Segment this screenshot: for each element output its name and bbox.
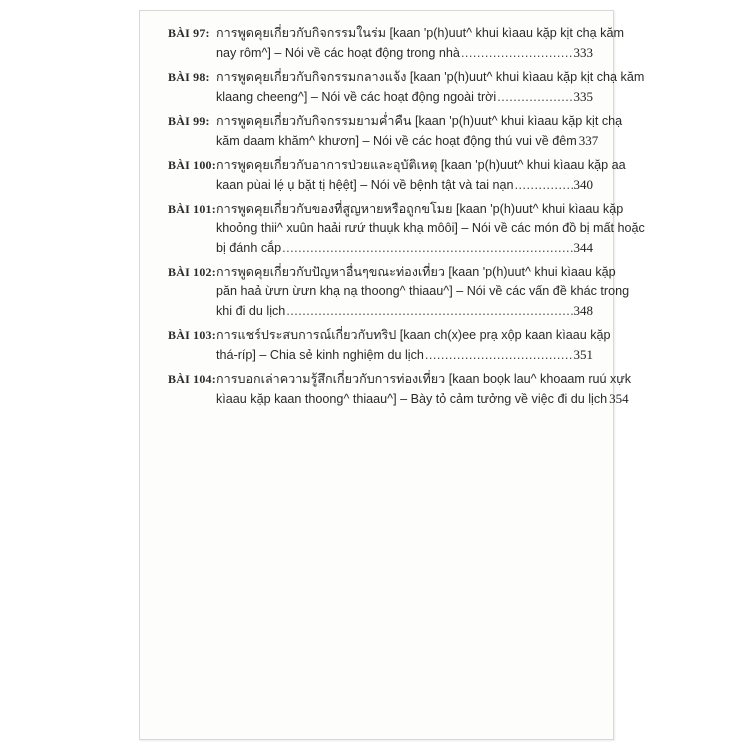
entry-title-line: bị đánh cắp	[216, 241, 282, 255]
page-number: 351	[573, 347, 593, 362]
toc-entry-101	[168, 200, 645, 258]
entry-leader-line	[216, 238, 593, 258]
entry-title-line: การพูดคุยเกี่ยวกับกิจกรรมในร่ม [kaan 'p(h)uut^ khui kìaau kặp kịt chạ kăm	[216, 26, 624, 40]
page-number: 340	[573, 177, 593, 192]
page-number: 335	[573, 89, 593, 104]
dot-leader	[497, 88, 572, 107]
entry-title-line: klaang cheeng^] – Nói về các hoạt động ngoài trời	[216, 90, 497, 104]
dot-leader	[286, 302, 572, 321]
entry-title-line: การพูดคุยเกี่ยวกับอาการป่วยและอุบัติเหตุ [kaan 'p(h)uut^ khui kìaau kặp aa	[216, 158, 626, 172]
entry-leader-line	[216, 345, 593, 365]
entry-title-line: kăm daam khăm^ khươn] – Nói về các hoạt động thú vui về đêm	[216, 134, 577, 148]
entry-title-line: kaan pùai lẹ́ ụ bặt tị hệệt] – Nói về bệnh tật và tai nạn	[216, 178, 514, 192]
dot-leader	[425, 346, 573, 365]
lesson-number: BÀI 101:	[168, 202, 216, 216]
toc-entry-98	[168, 68, 645, 107]
toc-entry-97	[168, 24, 624, 63]
entry-title-line: păn haả ừưn ừưn khạ nạ thoong^ thiaau^] – Nói về các vấn đề khác trong	[216, 284, 630, 298]
entry-leader-line	[216, 389, 629, 409]
lesson-number: BÀI 98:	[168, 70, 210, 84]
page-number: 344	[573, 240, 593, 255]
entry-title-line: การบอกเล่าความรู้สึกเกี่ยวกับการท่องเที่ยว [kaan boọk lau^ khoaam ruú xựk	[216, 372, 632, 386]
toc-entry-103	[168, 326, 611, 365]
entry-title-line: การพูดคุยเกี่ยวกับปัญหาอื่นๆขณะท่องเที่ยว [kaan 'p(h)uut^ khui kìaau kặp	[216, 265, 616, 279]
toc-entry-100	[168, 156, 626, 195]
entry-title-line: nay rôm^] – Nói về các hoạt động trong nhà	[216, 46, 460, 60]
toc-entry-99	[168, 112, 623, 151]
page-number: 354	[609, 391, 629, 406]
entry-title-line: khi đi du lịch	[216, 304, 286, 318]
entry-title-line: การแชร์ประสบการณ์เกี่ยวกับทริป [kaan ch(x)ee prạ xộp kaan kìaau kặp	[216, 328, 611, 342]
entry-title-line: การพูดคุยเกี่ยวกับกิจกรรมกลางแจ้ง [kaan 'p(h)uut^ khui kìaau kặp kịt chạ kăm	[216, 70, 645, 84]
entry-title-line: thá-ríp] – Chia sẻ kinh nghiệm du lịch	[216, 348, 424, 362]
dot-leader	[461, 44, 573, 63]
entry-title-line: การพูดคุยเกี่ยวกับกิจกรรมยามค่ำคืน [kaan 'p(h)uut^ khui kìaau kặp kịt chạ	[216, 114, 623, 128]
entry-leader-line	[216, 87, 593, 107]
toc-entry-104	[168, 370, 632, 409]
entry-leader-line	[216, 43, 593, 63]
lesson-number: BÀI 100:	[168, 158, 216, 172]
page-number: 337	[578, 133, 599, 148]
table-of-contents	[168, 24, 645, 414]
dot-leader	[515, 176, 573, 195]
dot-leader	[282, 239, 572, 258]
entry-title-line: khoỏng thii^ xuûn haải rưứ thuụk khạ môôi] – Nói về các món đồ bị mất hoặc	[216, 221, 645, 235]
lesson-number: BÀI 99:	[168, 114, 210, 128]
entry-title-line: kìaau kặp kaan thoong^ thiaau^] – Bày tỏ cảm tưởng về việc đi du lịch	[216, 392, 608, 406]
entry-leader-line	[216, 301, 593, 321]
lesson-number: BÀI 102:	[168, 265, 216, 279]
entry-leader-line	[216, 131, 599, 151]
entry-leader-line	[216, 175, 593, 195]
lesson-number: BÀI 103:	[168, 328, 216, 342]
page-number: 333	[573, 45, 593, 60]
entry-title-line: การพูดคุยเกี่ยวกับของที่สูญหายหรือถูกขโมย [kaan 'p(h)uut^ khui kìaau kặp	[216, 202, 624, 216]
lesson-number: BÀI 97:	[168, 26, 210, 40]
page-number: 348	[573, 303, 593, 318]
toc-entry-102	[168, 263, 630, 321]
lesson-number: BÀI 104:	[168, 372, 216, 386]
